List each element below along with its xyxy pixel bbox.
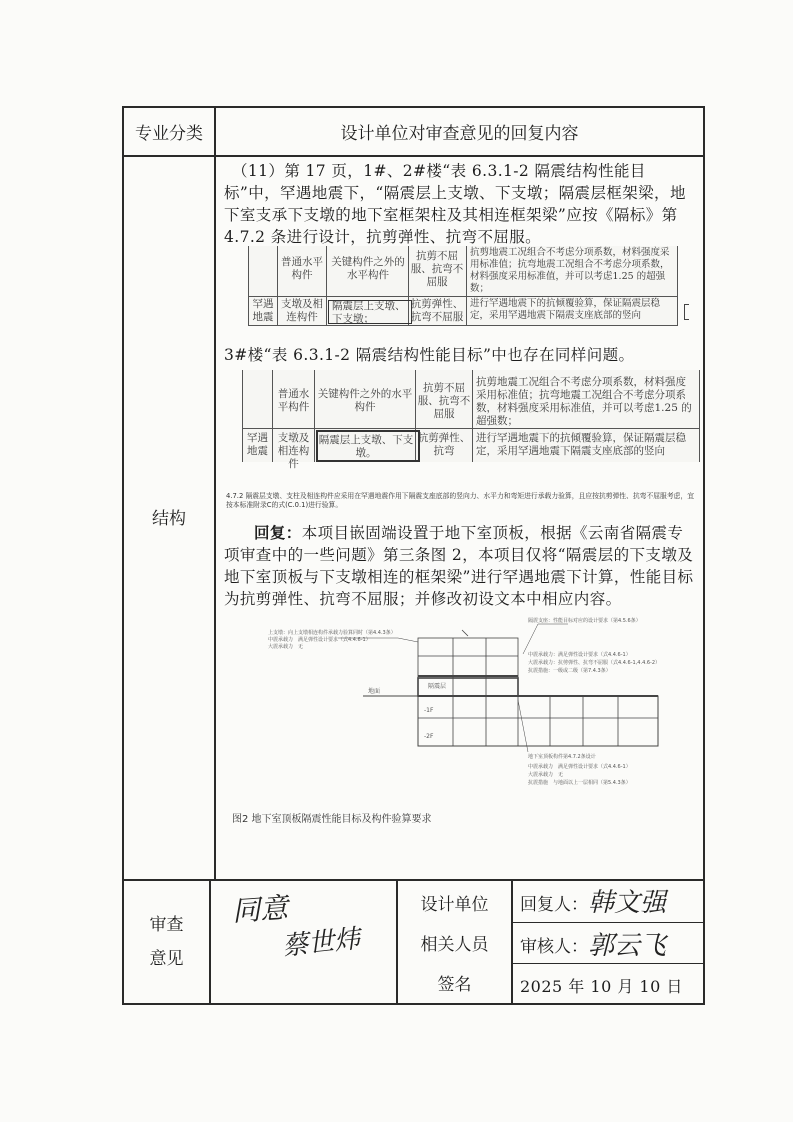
ex1-r2c1: 罕遇地震 bbox=[252, 298, 274, 323]
ex2-r2c5: 进行罕遇地震下的抗倾覆验算，保证隔震层稳定，采用罕遇地震下隔震支座底部的竖向 bbox=[476, 432, 686, 457]
figure-diagram bbox=[228, 618, 688, 818]
fig-floor-1: -1F bbox=[424, 707, 434, 714]
fig-bottom-note-2: 中震承载力 满足弹性设计要求（式4.4.6-1） bbox=[528, 764, 631, 770]
table-left-border bbox=[122, 106, 124, 1004]
ex1-r1c3: 关键构件之外的水平构件 bbox=[331, 256, 405, 281]
sig-row-line-2 bbox=[511, 963, 704, 964]
reply-person-signature: 韩文强 bbox=[588, 888, 667, 918]
ex1-r1c4: 抗剪不屈服、抗弯不屈服 bbox=[410, 250, 464, 288]
review-signature-2: 蔡世炜 bbox=[280, 923, 362, 962]
reply-person-label: 回复人： bbox=[520, 895, 588, 915]
fig-ground-label: 地面 bbox=[368, 688, 381, 695]
reply-label: 回复： bbox=[254, 523, 302, 542]
fig-right-note-4: 抗震措施：一级或二级（第7.4.3条） bbox=[528, 668, 611, 674]
fig-bottom-note-4: 抗震措施 与地面以上一层相同（第5.4.3条） bbox=[528, 780, 631, 786]
review-label-cell bbox=[124, 881, 209, 1003]
ex1-r2c2: 支墩及相连构件 bbox=[281, 298, 323, 323]
design-label-1: 设计单位 bbox=[420, 894, 489, 915]
column-separator bbox=[214, 106, 216, 880]
fig-right-note-3: 大震承载力：抗剪弹性、抗弯不屈服（式4.4.6-1,4.4.6-2） bbox=[528, 660, 661, 666]
review-signature-1: 同意 bbox=[231, 891, 290, 928]
reviewer-signature: 郭云飞 bbox=[588, 931, 667, 961]
fig-left-note-2: 中震承载力 满足弹性设计要求（式4.4.6-1） bbox=[268, 637, 371, 643]
footer-col-3 bbox=[511, 880, 513, 1004]
ex1-r2c4: 抗剪弹性、抗弯不屈服 bbox=[410, 298, 464, 323]
ex2-r1c2: 普通水平构件 bbox=[277, 388, 310, 413]
ex2-r2c2: 支墩及相连构件 bbox=[277, 432, 310, 470]
design-label-3: 签名 bbox=[437, 974, 472, 995]
reply-text: 本项目嵌固端设置于地下室顶板，根据《云南省隔震专项审查中的一些问题》第三条图 2，本项目仅将“隔震层的下支墩及地下室顶板与下支墩相连的框架梁”进行罕遇地震下计算，性能目标为抗剪弹性、抗弯不屈服；并修改初设文本中相应内容。 bbox=[224, 524, 694, 608]
reply-block bbox=[224, 522, 694, 610]
fig-left-note-1: 上支墩：向上支墩相连构件承载力验算同时（第4.4.3条） bbox=[268, 630, 396, 636]
ex2-r1c4: 抗剪不屈服、抗弯不屈服 bbox=[417, 382, 471, 420]
design-label-2: 相关人员 bbox=[420, 934, 489, 955]
ex2-r2c4: 抗剪弹性、抗弯 bbox=[417, 432, 471, 457]
same-issue-note: 3#楼“表 6.3.1-2 隔震结构性能目标”中也存在同样问题。 bbox=[224, 346, 635, 364]
ex1-r1c2: 普通水平构件 bbox=[281, 256, 323, 281]
signature-date: 2025 年 10 月 10 日 bbox=[520, 977, 683, 996]
ex2-r1c3: 关键构件之外的水平构件 bbox=[317, 388, 413, 413]
bracket-mark bbox=[684, 304, 689, 320]
header-separator bbox=[122, 155, 705, 157]
reviewer-label: 审核人： bbox=[520, 937, 588, 957]
ex1-r2c5: 进行罕遇地震下的抗倾覆验算，保证隔震层稳定，采用罕遇地震下隔震支座底部的竖向 bbox=[470, 298, 661, 321]
footer-col-1 bbox=[209, 880, 211, 1004]
ex2-r2c1: 罕遇地震 bbox=[247, 432, 268, 457]
regulation-note: 4.7.2 隔震层支墩、支柱及相连构件应采用在罕遇地震作用下隔震支座底部的竖向力、水平力和弯矩进行承载力验算，且应按抗剪弹性、抗弯不屈服考虑，宜按本标准附录C的式(C.0.1)进行验算。 bbox=[226, 492, 695, 509]
table-right-border bbox=[703, 106, 705, 1004]
fig-right-note-2: 中震承载力：满足弹性设计要求（式4.4.6-1） bbox=[528, 652, 631, 658]
content-header: 设计单位对审查意见的回复内容 bbox=[340, 124, 579, 144]
ex2-r2c3: 隔震层上支墩、下支墩。 bbox=[318, 434, 414, 459]
excerpt-table-2 bbox=[242, 370, 700, 470]
fig-floor-2: -2F bbox=[424, 733, 434, 740]
excerpt-table-1 bbox=[248, 246, 678, 326]
category-value: 结构 bbox=[152, 508, 186, 529]
ex1-r2c3: 隔震层上支墩、下支墩； bbox=[332, 300, 406, 325]
ex2-r1c5: 抗剪地震工况组合不考虑分项系数，材料强度采用标准值；抗弯地震工况组合不考虑分项系数，材料强度采用标准值，并可以考虑1.25 的超强数； bbox=[476, 376, 692, 427]
ex1-r1c5: 抗剪地震工况组合不考虑分项系数，材料强度采用标准值；抗弯地震工况组合不考虑分项系数，材料强度采用标准值，并可以考虑1.25 的超强数； bbox=[470, 247, 670, 294]
fig-bottom-note-1: 地下室顶板构件第4.7.2条设计 bbox=[528, 754, 596, 760]
fig-right-note-1: 隔震支座：性能目标对应的设计要求（第4.5.6条） bbox=[528, 618, 641, 624]
review-item-paragraph: （11）第 17 页，1#、2#楼“表 6.3.1-2 隔震结构性能目标”中，罕遇地震下，“隔震层上支墩、下支墩；隔震层框架梁，地下室支承下支墩的地下室框架柱及其相连框架梁”应按《隔标》第 4.7.2 条进行设计，抗剪弹性、抗弯不屈服。 bbox=[224, 162, 686, 246]
sig-row-line-1 bbox=[511, 922, 704, 923]
review-label: 审查意见 bbox=[149, 915, 184, 969]
category-header: 专业分类 bbox=[135, 124, 203, 144]
figure-caption: 图2 地下室顶板隔震性能目标及构件验算要求 bbox=[232, 814, 432, 825]
fig-iso-label: 隔震层 bbox=[428, 683, 447, 690]
fig-left-note-3: 大震承载力 无 bbox=[268, 644, 304, 650]
fig-bottom-note-3: 大震承载力 无 bbox=[528, 772, 564, 778]
